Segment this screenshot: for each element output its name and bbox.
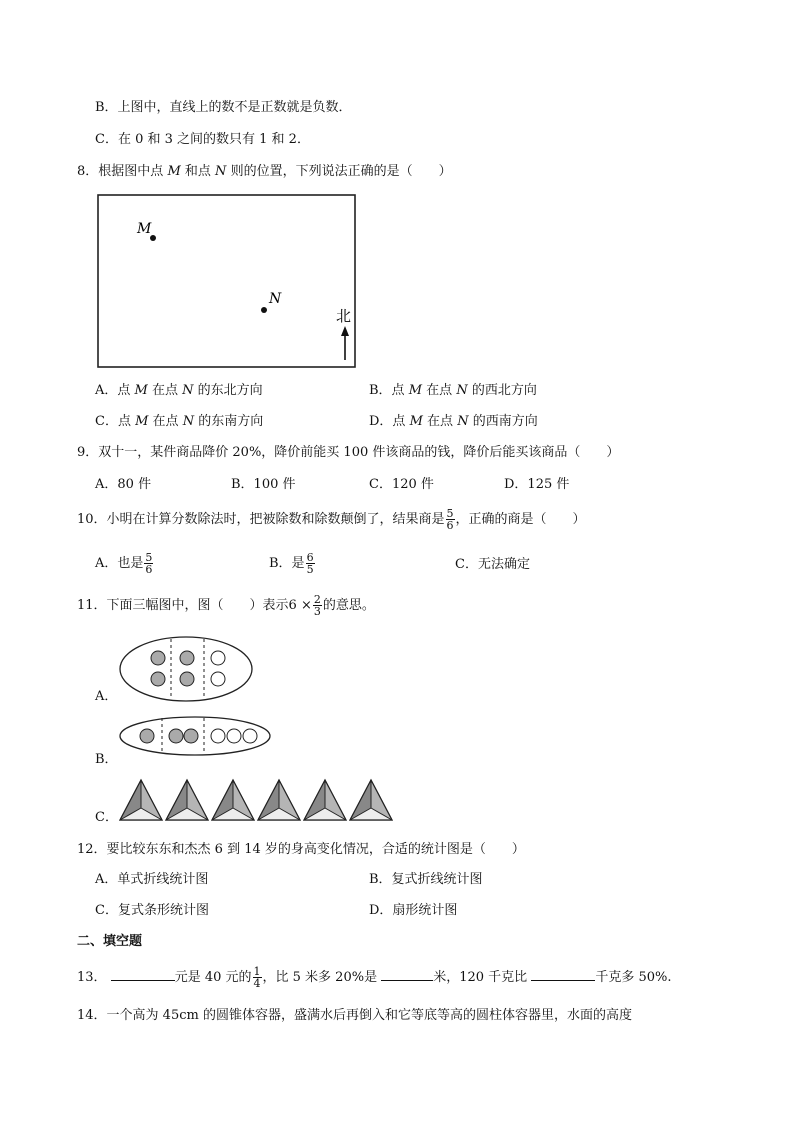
q12-option-c: C．复式条形统计图	[95, 903, 209, 918]
q8-option-a: A．点 M 在点 N 的东北方向	[95, 383, 263, 398]
q12-stem: 12．要比较东东和杰杰 6 到 14 岁的身高变化情况，合适的统计图是（ ）	[77, 842, 525, 857]
q11-figure-a	[118, 634, 254, 704]
q11-option-b-label: B．	[95, 752, 118, 767]
q11-option-c-label: C．	[95, 810, 118, 825]
q9-option-d: D．125 件	[504, 477, 570, 492]
q11-figure-c	[118, 778, 398, 824]
q13-blank-1	[111, 968, 175, 981]
q13-blank-2	[381, 968, 433, 981]
point-n-label: N	[269, 291, 282, 307]
q9-option-a: A．80 件	[95, 477, 152, 492]
q7-option-b: B．上图中，直线上的数不是正数就是负数．	[95, 100, 352, 115]
north-arrow-head	[341, 326, 349, 336]
q14-stem: 14．一个高为 45cm 的圆锥体容器，盛满水后再倒入和它等底等高的圆柱体容器里，水面的高度	[77, 1008, 632, 1023]
fig-b-circle	[243, 729, 257, 743]
q10-option-a: A．也是 $\frac{5}{6}$	[95, 551, 153, 576]
section-title-fill-in: 二、填空题	[77, 934, 143, 949]
q11-stem-fraction: $\frac{2}{3}$	[313, 593, 321, 618]
fig-c-pyramid	[350, 780, 392, 820]
q7-option-c: C．在 0 和 3 之间的数只有 1 和 2．	[95, 132, 310, 147]
fig-a-circle	[180, 672, 194, 686]
q11-figure-b	[118, 714, 272, 758]
fig-b-circle	[227, 729, 241, 743]
q12-option-d: D．扇形统计图	[369, 903, 458, 918]
q8-option-b: B．点 M 在点 N 的西北方向	[369, 383, 537, 398]
q10-stem-fraction: $\frac{5}{6}$	[446, 507, 454, 532]
fig-c-pyramid	[120, 780, 162, 820]
q13-blank-3	[531, 968, 595, 981]
q13-fraction: $\frac{1}{4}$	[253, 965, 261, 990]
fig-b-circle	[169, 729, 183, 743]
fig-a-circle	[151, 651, 165, 665]
q8-option-c: C．点 M 在点 N 的东南方向	[95, 414, 264, 429]
fig-a-circle	[180, 651, 194, 665]
q11-stem: 11．下面三幅图中，图（ ）表示6 × $\frac{2}{3}$ 的意思。	[77, 593, 375, 618]
q9-option-c: C．120 件	[369, 477, 434, 492]
north-label: 北	[336, 307, 352, 325]
fig-c-pyramid	[258, 780, 300, 820]
q8-stem: 8．根据图中点 M 和点 N 则的位置，下列说法正确的是（ ）	[77, 164, 452, 179]
fig-a-circle	[151, 672, 165, 686]
point-n	[261, 307, 267, 313]
q12-option-b: B．复式折线统计图	[369, 872, 483, 887]
fig-a-circle	[211, 651, 225, 665]
fig-b-circle	[184, 729, 198, 743]
fig-c-pyramid	[212, 780, 254, 820]
fig-a-circle	[211, 672, 225, 686]
point-m-label: M	[137, 221, 152, 237]
q13-stem: 13． 元是 40 元的 $\frac{1}{4}$ ，比 5 米多 20%是 米，120 千克比 千克多 50%.	[77, 965, 672, 990]
q10-stem: 10．小明在计算分数除法时，把被除数和除数颠倒了，结果商是 $\frac{5}{6}$ ，正确的商是（ ）	[77, 507, 586, 532]
q8-option-d: D．点 M 在点 N 的西南方向	[369, 414, 538, 429]
fig-c-pyramid	[304, 780, 346, 820]
q9-option-b: B．100 件	[231, 477, 296, 492]
q8-map-figure	[96, 193, 358, 371]
q10-option-b: B．是 $\frac{6}{5}$	[269, 551, 314, 576]
q11-option-a-label: A．	[95, 689, 118, 704]
q12-option-a: A．单式折线统计图	[95, 872, 209, 887]
fig-b-circle	[140, 729, 154, 743]
q9-stem: 9．双十一，某件商品降价 20%，降价前能买 100 件该商品的钱，降价后能买该商品（ ）	[77, 445, 620, 460]
fig-b-circle	[211, 729, 225, 743]
q10-option-c: C．无法确定	[455, 557, 530, 572]
fig-c-pyramid	[166, 780, 208, 820]
